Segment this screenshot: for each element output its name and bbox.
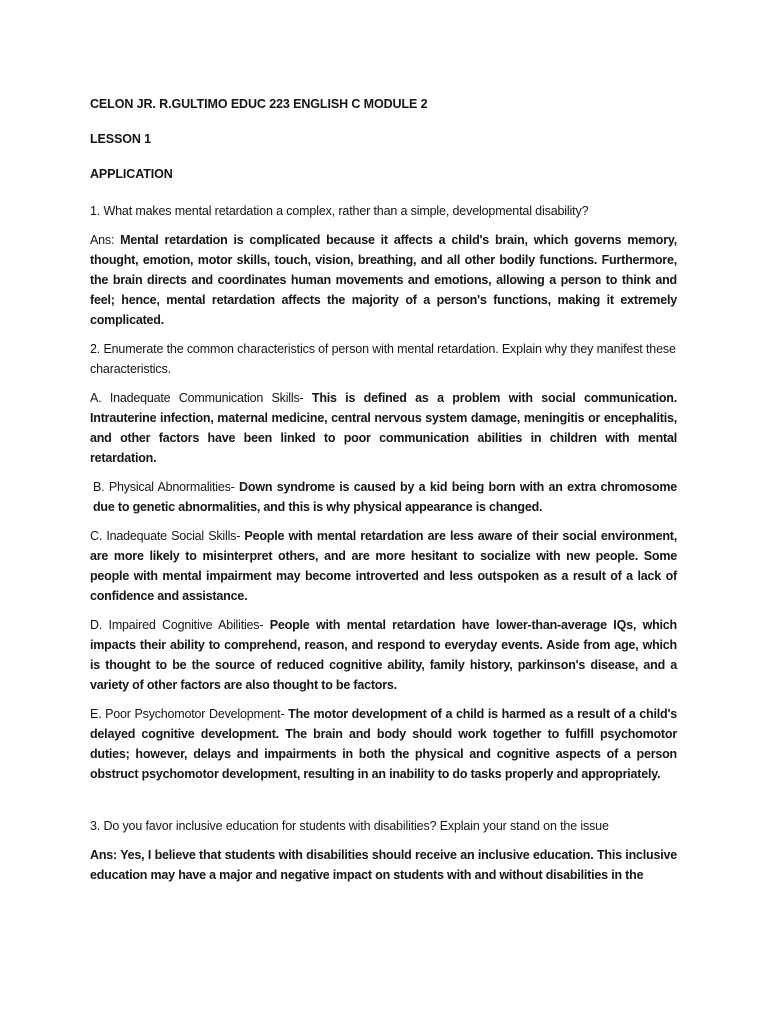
characteristic-b-text: Down syndrome is caused by a kid being born with an extra chromosome due to genetic abnormalities, and this is why physical appearance is changed. — [93, 480, 677, 514]
characteristic-c — [90, 526, 677, 606]
document-title: CELON JR. R.GULTIMO EDUC 223 ENGLISH C MODULE 2 — [90, 97, 428, 111]
characteristic-b-title: B. Physical Abnormalities- — [93, 480, 235, 494]
section-heading: APPLICATION — [90, 167, 173, 181]
answer-3: Ans: Yes, I believe that students with disabilities should receive an inclusive education. This inclusive education may have a major and negative impact on students with and without disabilities in the — [90, 848, 677, 882]
spacer — [90, 793, 677, 816]
characteristic-e — [90, 704, 677, 784]
characteristic-a — [90, 388, 677, 468]
document-page — [90, 96, 677, 894]
lesson-heading: LESSON 1 — [90, 132, 152, 146]
characteristic-e-text: The motor development of a child is harmed as a result of a child's delayed cognitive development. The brain and body should work together to fulfill psychomotor duties; however, delays and impairments in both the physical and cognitive aspects of a person obstruct psychomotor development, resulting in an inability to do tasks properly and appropriately. — [90, 707, 677, 781]
characteristic-e-title: E. Poor Psychomotor Development- — [90, 707, 285, 721]
characteristic-c-title: C. Inadequate Social Skills- — [90, 529, 241, 543]
answer-1 — [90, 230, 677, 330]
characteristic-b — [90, 477, 677, 517]
characteristic-c-text: People with mental retardation are less aware of their social environment, are more likely to misinterpret others, and are more hesitant to socialize with new people. Some people with mental impairment may become introverted and less outspoken as a result of a lack of confidence and assistance. — [90, 529, 678, 603]
answer-1-text: Mental retardation is complicated because it affects a child's brain, which governs memory, thought, emotion, motor skills, touch, vision, breathing, and all other bodily functions. Furthermore, the brain directs and coordinates human movements and emotions, allowing a person to think and feel; hence, mental retardation affects the majority of a person's functions, making it extremely complicated. — [90, 233, 677, 327]
characteristic-a-text: This is defined as a problem with social communication. Intrauterine infection, maternal medicine, central nervous system damage, meningitis or encephalitis, and other factors have been linked to poor communication abilities in children with mental retardation. — [90, 391, 677, 465]
question-1: 1. What makes mental retardation a complex, rather than a simple, developmental disability? — [90, 204, 589, 218]
characteristic-a-title: A. Inadequate Communication Skills- — [90, 391, 304, 405]
answer-1-lead: Ans: — [90, 233, 115, 247]
question-2: 2. Enumerate the common characteristics of person with mental retardation. Explain why they manifest these characteristics. — [90, 342, 676, 376]
characteristic-d — [90, 615, 677, 695]
question-3: 3. Do you favor inclusive education for students with disabilities? Explain your stand on the issue — [90, 819, 609, 833]
characteristic-d-title: D. Impaired Cognitive Abilities- — [90, 618, 264, 632]
characteristic-d-text: People with mental retardation have lower-than-average IQs, which impacts their ability to comprehend, reason, and respond to everyday events. Aside from age, which is thought to be the source of reduced cognitive ability, family history, parkinson's disease, and a variety of other factors are also thought to be factors. — [90, 618, 677, 692]
